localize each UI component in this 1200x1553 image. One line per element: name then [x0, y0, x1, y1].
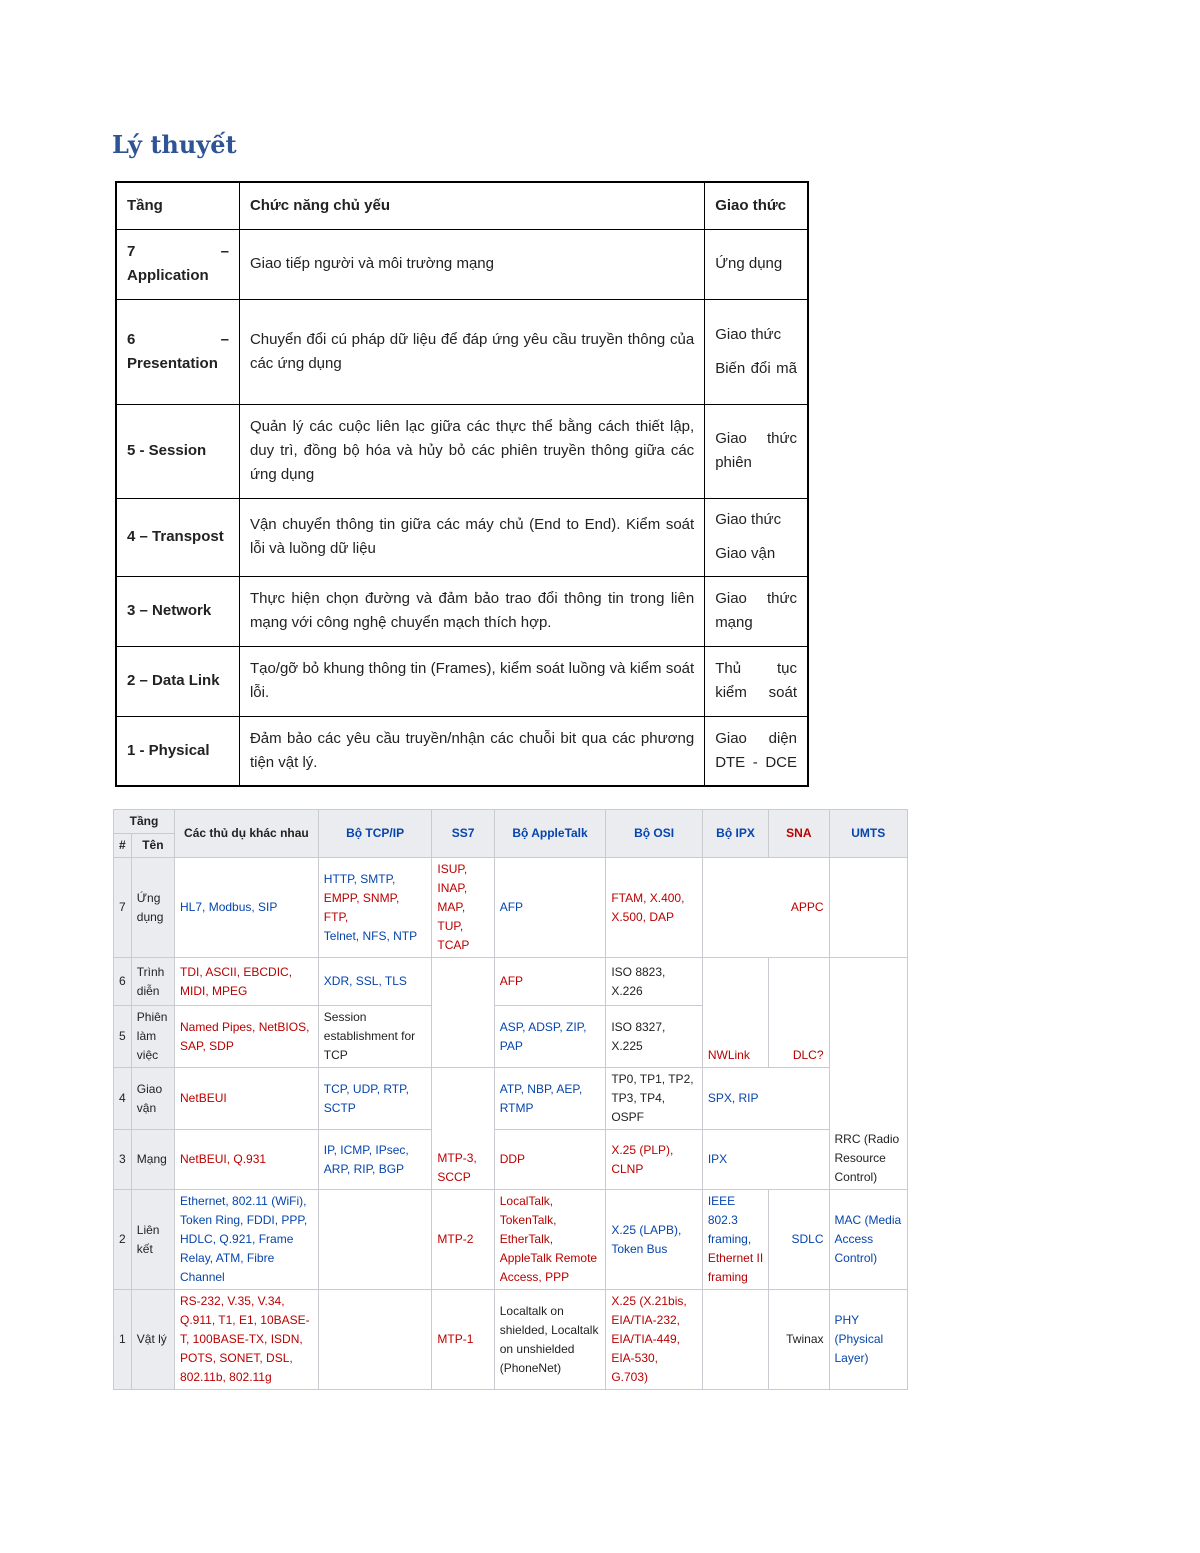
- services-cell[interactable]: Named Pipes, NetBIOS, SAP, SDP: [175, 1006, 319, 1068]
- protocol-cell: Thủ tục kiểm soát: [705, 646, 808, 716]
- appletalk-cell[interactable]: Localtalk on shielded, Localtalk on unshielded (PhoneNet): [494, 1290, 606, 1390]
- tcpip-cell: [318, 1290, 432, 1390]
- osi-cell[interactable]: ISO 8327, X.225: [606, 1006, 703, 1068]
- osi-cell[interactable]: X.25 (PLP), CLNP: [606, 1130, 703, 1190]
- tcpip-line[interactable]: EMPP, SNMP, FTP,: [323, 890, 400, 924]
- header-ipx: Bộ IPX: [702, 810, 768, 858]
- tcpip-cell: [318, 1190, 432, 1290]
- table-row: [114, 1130, 908, 1190]
- layer-number: 5: [114, 1006, 132, 1068]
- appletalk-cell[interactable]: DDP: [494, 1130, 606, 1190]
- function-cell: Quản lý các cuộc liên lạc giữa các thực thể bằng cách thiết lập, duy trì, đồng bộ hóa và hủy bỏ các phiên truyền thông giữa các ứng dụng: [239, 404, 704, 498]
- table-row: [116, 229, 808, 299]
- function-cell: Thực hiện chọn đường và đảm bảo trao đổi thông tin trong liên mạng với công nghệ chuyển mạch thích hợp.: [239, 576, 704, 646]
- ipx-line[interactable]: Ethernet II framing: [707, 1251, 764, 1284]
- umts-cell: [829, 858, 908, 958]
- layer-name: Phiên làm việc: [131, 1006, 174, 1068]
- ipx-line[interactable]: IEEE 802.3 framing,: [707, 1194, 752, 1246]
- appletalk-cell[interactable]: AFP: [494, 858, 606, 958]
- ipx-cell[interactable]: SPX, RIP: [702, 1068, 829, 1130]
- header-osi: Bộ OSI: [606, 810, 703, 858]
- sna-cell[interactable]: DLC?: [769, 958, 829, 1068]
- layer-number: 6: [127, 330, 136, 348]
- ss7-cell[interactable]: MTP-1: [432, 1290, 494, 1390]
- osi-cell[interactable]: X.25 (LAPB), Token Bus: [606, 1190, 703, 1290]
- services-cell[interactable]: RS-232, V.35, V.34, Q.911, T1, E1, 10BASE-T, 100BASE-TX, ISDN, POTS, SONET, DSL, 802.11b, 802.11g: [175, 1290, 319, 1390]
- layer-cell: [116, 299, 239, 404]
- sna-cell[interactable]: Twinax: [769, 1290, 829, 1390]
- tcpip-cell[interactable]: [318, 858, 432, 958]
- function-cell: Đảm bảo các yêu cầu truyền/nhận các chuỗi bit qua các phương tiện vật lý.: [239, 716, 704, 786]
- table-row: [114, 1290, 908, 1390]
- table-row: [114, 958, 908, 1006]
- ipx-cell[interactable]: [702, 1190, 768, 1290]
- table-row: [114, 1190, 908, 1290]
- header-umts: UMTS: [829, 810, 908, 858]
- appletalk-cell[interactable]: ATP, NBP, AEP, RTMP: [494, 1068, 606, 1130]
- layer-cell: [116, 229, 239, 299]
- table-row: [116, 646, 808, 716]
- layer-name: Ứng dụng: [131, 858, 174, 958]
- services-cell[interactable]: Ethernet, 802.11 (WiFi), Token Ring, FDDI, PPP, HDLC, Q.921, Frame Relay, ATM, Fibre Channel: [175, 1190, 319, 1290]
- layer-number: 2: [114, 1190, 132, 1290]
- appletalk-cell[interactable]: ASP, ADSP, ZIP, PAP: [494, 1006, 606, 1068]
- layer-cell: 1 - Physical: [116, 716, 239, 786]
- table-header-row: [116, 182, 808, 229]
- osi-layers-table: [115, 181, 809, 787]
- layer-cell: 5 - Session: [116, 404, 239, 498]
- layer-name: Giao vận: [131, 1068, 174, 1130]
- layer-number: 7: [114, 858, 132, 958]
- osi-cell[interactable]: ISO 8823, X.226: [606, 958, 703, 1006]
- tcpip-cell[interactable]: TCP, UDP, RTP, SCTP: [318, 1068, 432, 1130]
- header-function: Chức năng chủ yếu: [239, 182, 704, 229]
- tcpip-line[interactable]: HTTP, SMTP,: [323, 871, 396, 886]
- osi-cell[interactable]: FTAM, X.400, X.500, DAP: [606, 858, 703, 958]
- tcpip-cell: Session establishment for TCP: [318, 1006, 432, 1068]
- protocol-line: Giao vận: [715, 545, 776, 562]
- header-ten: Tên: [131, 834, 174, 858]
- layer-number: 7: [127, 243, 136, 260]
- header-services: Các thủ dụ khác nhau: [175, 810, 319, 858]
- osi-cell[interactable]: TP0, TP1, TP2, TP3, TP4, OSPF: [606, 1068, 703, 1130]
- protocol-cell: Giao thức mạng: [705, 576, 808, 646]
- header-protocol: Giao thức: [705, 182, 808, 229]
- table-row: [116, 576, 808, 646]
- layer-name: Liên kết: [131, 1190, 174, 1290]
- table-row: [114, 1068, 908, 1130]
- ipx-cell[interactable]: NWLink: [702, 958, 768, 1068]
- tcpip-line[interactable]: Telnet, NFS, NTP: [323, 928, 418, 943]
- appletalk-cell[interactable]: AFP: [494, 958, 606, 1006]
- umts-cell[interactable]: PHY (Physical Layer): [829, 1290, 908, 1390]
- osi-cell[interactable]: X.25 (X.21bis, EIA/TIA-232, EIA/TIA-449, EIA-530, G.703): [606, 1290, 703, 1390]
- layer-number: 1: [114, 1290, 132, 1390]
- ss7-cell: [432, 958, 494, 1068]
- services-cell[interactable]: TDI, ASCII, EBCDIC, MIDI, MPEG: [175, 958, 319, 1006]
- layer-dash: –: [220, 330, 229, 348]
- layer-cell: 2 – Data Link: [116, 646, 239, 716]
- function-cell: Vận chuyển thông tin giữa các máy chủ (End to End). Kiểm soát lỗi và luồng dữ liệu: [239, 498, 704, 576]
- header-tcpip: Bộ TCP/IP: [318, 810, 432, 858]
- layer-name: Application: [127, 267, 209, 284]
- layer-number: 3: [114, 1130, 132, 1190]
- header-tang: Tầng: [114, 810, 175, 834]
- layer-number: 4: [114, 1068, 132, 1130]
- ss7-cell[interactable]: ISUP, INAP, MAP, TUP, TCAP: [432, 858, 494, 958]
- table-row: [116, 404, 808, 498]
- page-heading: Lý thuyết: [112, 130, 237, 159]
- ipx-cell[interactable]: IPX: [702, 1130, 829, 1190]
- header-ss7: SS7: [432, 810, 494, 858]
- layer-name: Mạng: [131, 1130, 174, 1190]
- protocol-line: Giao thức: [715, 325, 782, 343]
- protocol-cell: Giao thức phiên: [705, 404, 808, 498]
- header-layer: Tầng: [116, 182, 239, 229]
- table-row: [116, 716, 808, 786]
- ss7-cell[interactable]: MTP-3, SCCP: [432, 1068, 494, 1190]
- table-header-row: [114, 810, 908, 834]
- umts-cell[interactable]: RRC (Radio Resource Control): [829, 958, 908, 1190]
- services-cell[interactable]: HL7, Modbus, SIP: [175, 858, 319, 958]
- protocol-cell: [705, 299, 808, 404]
- layer-name: Trình diễn: [131, 958, 174, 1006]
- protocol-cell: Giao diện DTE - DCE: [705, 716, 808, 786]
- table-row: [114, 858, 908, 958]
- protocol-cell: [705, 498, 808, 576]
- appletalk-cell[interactable]: LocalTalk, TokenTalk, EtherTalk, AppleTalk Remote Access, PPP: [494, 1190, 606, 1290]
- layer-dash: –: [220, 243, 229, 260]
- protocol-cell: Ứng dụng: [705, 229, 808, 299]
- protocol-line: Giao thức: [715, 511, 782, 528]
- header-appletalk: Bộ AppleTalk: [494, 810, 606, 858]
- layer-number: 6: [114, 958, 132, 1006]
- header-sna: SNA: [769, 810, 829, 858]
- protocol-suites-table: [113, 809, 908, 1390]
- function-cell: Chuyển đổi cú pháp dữ liệu để đáp ứng yêu cầu truyền thông của các ứng dụng: [239, 299, 704, 404]
- header-num: #: [114, 834, 132, 858]
- protocol-line: Biến đổi mã: [715, 359, 797, 377]
- services-cell[interactable]: NetBEUI, Q.931: [175, 1130, 319, 1190]
- layer-name: Presentation: [127, 354, 218, 372]
- table-row: [116, 299, 808, 404]
- ss7-cell[interactable]: MTP-2: [432, 1190, 494, 1290]
- sna-cell[interactable]: SDLC: [769, 1190, 829, 1290]
- layer-cell: 3 – Network: [116, 576, 239, 646]
- layer-cell: 4 – Transpost: [116, 498, 239, 576]
- tcpip-cell[interactable]: IP, ICMP, IPsec, ARP, RIP, BGP: [318, 1130, 432, 1190]
- layer-name: Vật lý: [131, 1290, 174, 1390]
- function-cell: Tạo/gỡ bỏ khung thông tin (Frames), kiểm soát luồng và kiểm soát lỗi.: [239, 646, 704, 716]
- ipx-cell: [702, 1290, 768, 1390]
- umts-cell[interactable]: MAC (Media Access Control): [829, 1190, 908, 1290]
- tcpip-cell[interactable]: XDR, SSL, TLS: [318, 958, 432, 1006]
- sna-cell[interactable]: APPC: [702, 858, 829, 958]
- table-row: [116, 498, 808, 576]
- services-cell[interactable]: NetBEUI: [175, 1068, 319, 1130]
- function-cell: Giao tiếp người và môi trường mạng: [239, 229, 704, 299]
